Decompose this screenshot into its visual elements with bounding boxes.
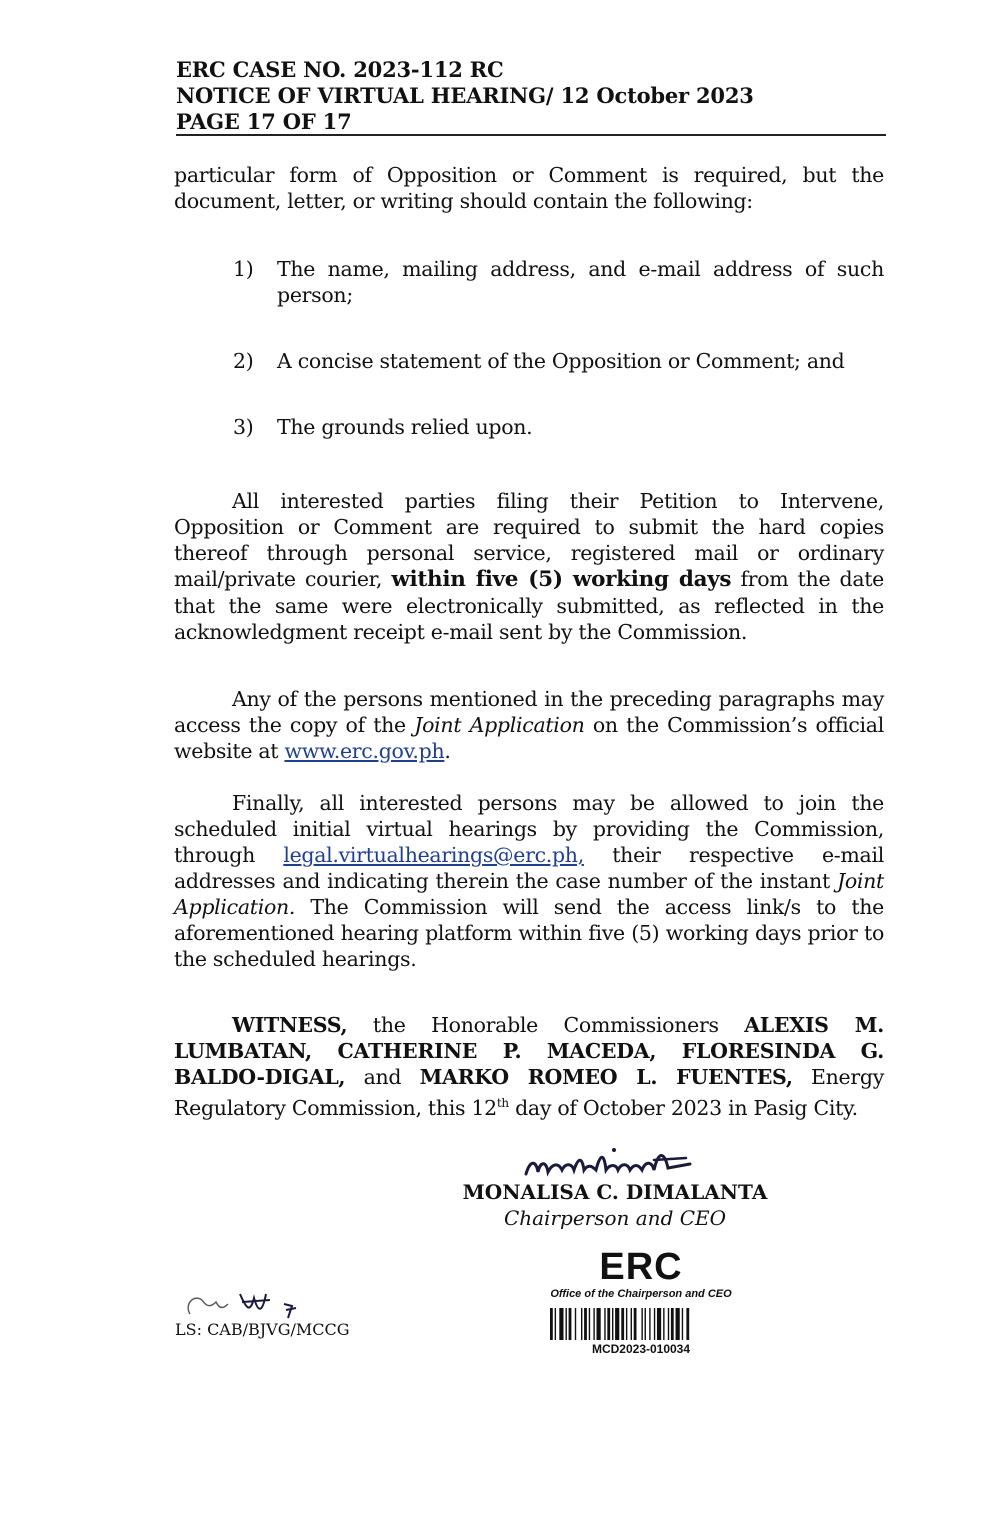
initials-signature (180, 1284, 330, 1324)
case-number-header: ERC CASE NO. 2023-112 RC (176, 57, 504, 82)
header-rule (176, 134, 886, 136)
list-number: 2) (233, 349, 254, 373)
deadline-bold: within five (5) working days (391, 567, 732, 592)
witness-bold: WITNESS, (232, 1013, 348, 1037)
italic-text: Joint Application (414, 713, 585, 737)
para-text: their respective e-mail addresses and indicating therein the case number of the instant (174, 843, 884, 893)
para-text: All interested parties filing their Petition to Intervene, Opposition or Comment are required to submit the hard copies thereof through personal service, registered mail or ordinary mail/private courier, (174, 489, 884, 591)
list-text: The name, mailing address, and e-mail address of such person; (277, 257, 884, 307)
para-text: from the date that the same were electronically submitted, as reflected in the acknowledgment receipt e-mail sent by the Commission. (174, 567, 885, 644)
intro-paragraph: particular form of Opposition or Comment is required, but the document, letter, or writing should contain the following: (174, 163, 884, 213)
para-text: Finally, all interested persons may be allowed to join the scheduled initial virtual hearings by providing the Commission, through (174, 791, 884, 867)
barcode-number: MCD2023-010034 (591, 1342, 691, 1356)
access-paragraph (174, 686, 884, 764)
hard-copy-paragraph (174, 488, 884, 645)
barcode-icon (550, 1308, 734, 1340)
email-link[interactable]: legal.virtualhearings@erc.ph, (283, 843, 584, 867)
reference-initials: LS: CAB/BJVG/MCCG (175, 1320, 350, 1339)
witness-paragraph (174, 1012, 884, 1121)
commissioners-bold: ALEXIS M. LUMBATAN, CATHERINE P. MACEDA, FLORESINDA G. BALDO-DIGAL, (174, 1013, 884, 1089)
para-text: Energy Regulatory Commission, this 12 (174, 1065, 884, 1120)
list-text: The grounds relied upon. (277, 415, 533, 439)
para-text: . (444, 739, 451, 763)
handwritten-signature (518, 1142, 708, 1184)
list-number: 1) (233, 257, 254, 281)
commissioner-bold: MARKO ROMEO L. FUENTES, (419, 1065, 793, 1089)
website-link[interactable]: www.erc.gov.ph (284, 739, 445, 763)
erc-barcode-stamp (512, 1246, 770, 1362)
page-number-header: PAGE 17 OF 17 (176, 109, 352, 134)
para-text: The Commission will send the access link/s to the aforementioned hearing platform within five (5) working days prior to the scheduled hearings. (174, 895, 884, 971)
stamp-title: ERC (599, 1246, 683, 1288)
list-text: A concise statement of the Opposition or Comment; and (277, 349, 845, 373)
para-text: and (345, 1065, 420, 1089)
para-text: the Honorable Commissioners (347, 1013, 745, 1037)
para-text: day of October 2023 in Pasig City. (508, 1095, 858, 1120)
stamp-office: Office of the Chairperson and CEO (550, 1288, 732, 1300)
notice-title-header: NOTICE OF VIRTUAL HEARING/ 12 October 2023 (176, 83, 754, 108)
para-text: on the Commission’s official website at (174, 713, 884, 763)
signatory-name: MONALISA C. DIMALANTA (462, 1180, 768, 1204)
list-number: 3) (233, 415, 254, 439)
signatory-role: Chairperson and CEO (503, 1206, 727, 1230)
virtual-hearing-paragraph (174, 790, 884, 972)
italic-text: Joint Application. (174, 869, 884, 919)
superscript: th (496, 1096, 509, 1110)
para-text: Any of the persons mentioned in the preceding paragraphs may access the copy of the (174, 687, 884, 737)
